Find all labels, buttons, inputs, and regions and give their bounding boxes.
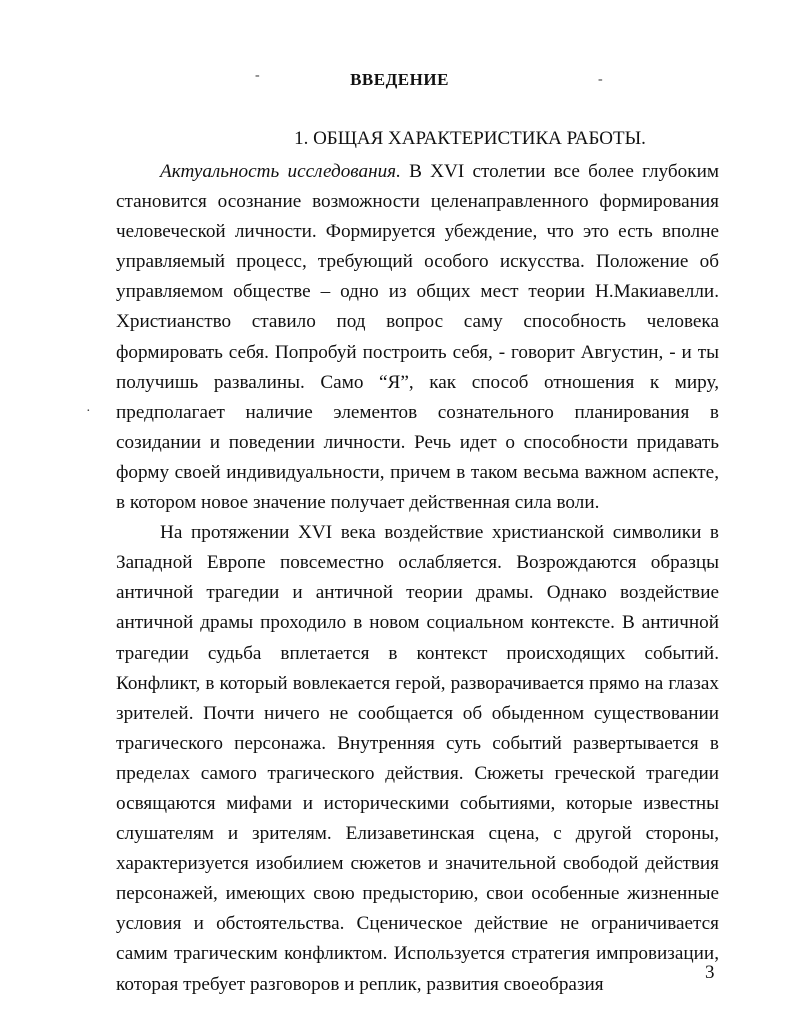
paragraph-2 [116,518,719,1000]
paragraph-1 [116,157,719,518]
paragraph-1-lead: Актуальность исследования. [160,161,401,182]
paragraph-1-text: В XVI столетии все более глубоким становится осознание возможности целенаправленного формирования человеческой личности. Формируется убеждение, что это есть вполне управляемый процесс, требующий особого искусства. Положение об управляемом обществе – одно из общих мест теории Н.Макиавелли. Христианство ставило под вопрос саму способность человека формировать себя. Попробуй построить себя, - говорит Августин, - и ты получишь развалины. Само “Я”, как способ отношения к миру, предполагает наличие элементов сознательного планирования в созидании и поведении личности. Речь идет о способности придавать форму своей индивидуальности, причем в таком весьма важном аспекте, в котором новое значение получает действенная сила воли. [116,161,719,514]
heading: ВВЕДЕНИЕ [350,70,449,89]
section-title: 1. ОБЩАЯ ХАРАКТЕРИСТИКА РАБОТЫ. [294,128,646,149]
page-number: 3 [705,962,715,983]
scan-mark-right: - [598,72,603,87]
paragraph-2-text: На протяжении XVI века воздействие христианской символики в Западной Европе повсеместно ослабляется. Возрождаются образцы античной трагедии и античной теории драмы. Однако воздействие античной драмы проходило в новом социальном контексте. В античной трагедии судьба вплетается в контекст происходящих событий. Конфликт, в который вовлекается герой, разворачивается прямо на глазах зрителей. Почти ничего не сообщается об обыденном существовании трагического персонажа. Внутренняя суть событий развертывается в пределах самого трагического действия. Сюжеты греческой трагедии освящаются мифами и историческими событиями, которые известны слушателям и зрителям. Елизаветинская сцена, с другой стороны, характеризуется изобилием сюжетов и значительной свободой действия персонажей, имеющих свою предысторию, свои особенные жизненные условия и обстоятельства. Сценическое действие не ограничивается самим трагическим конфликтом. Используется стратегия импровизации, которая требует разговоров и реплик, развития своеобразия [116,522,719,995]
scan-mark-left: - [255,68,260,83]
scan-dot: · [86,404,91,419]
body-text [116,157,719,1000]
